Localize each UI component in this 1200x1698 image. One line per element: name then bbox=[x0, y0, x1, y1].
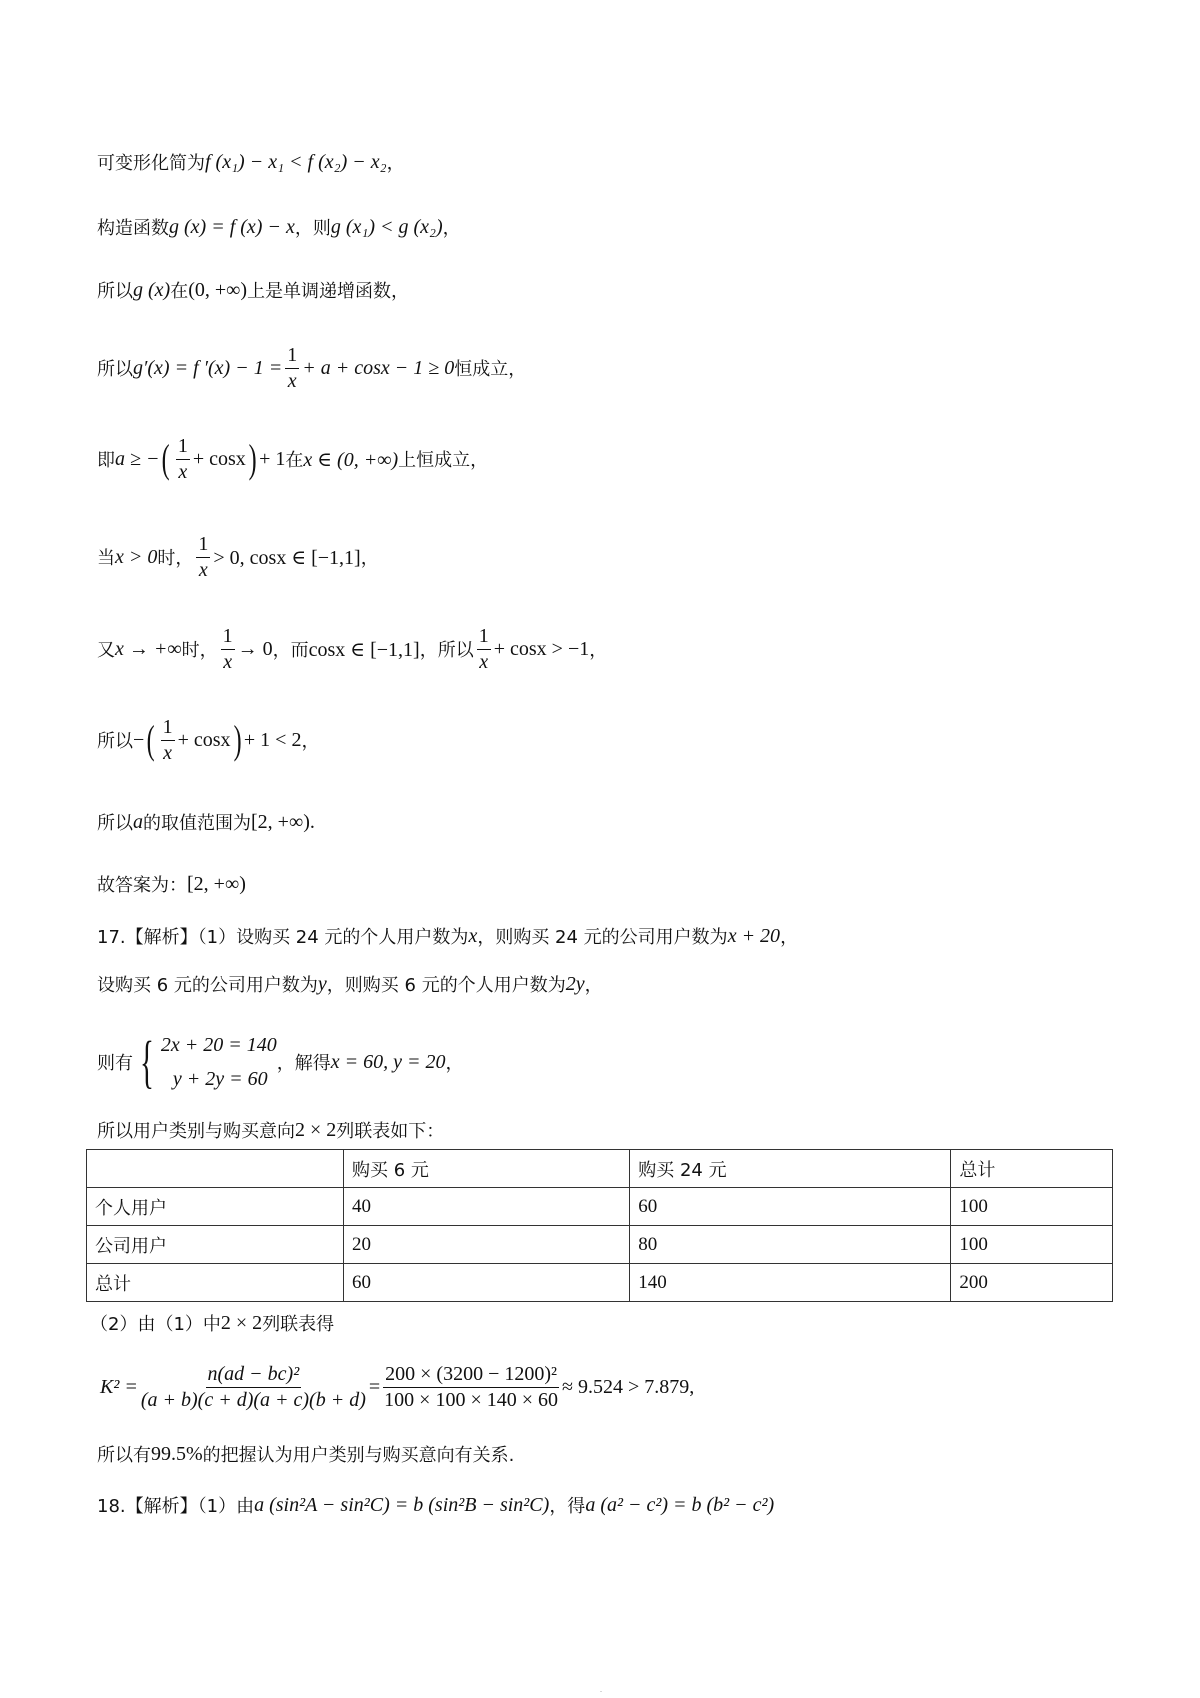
table-cell: 总计 bbox=[951, 1150, 1113, 1188]
fraction bbox=[196, 532, 210, 583]
math: f (x₁) − x₁ < f (x₂) − x₂ bbox=[205, 150, 387, 173]
denominator: x bbox=[178, 460, 188, 483]
math: x ∈ (0, +∞) bbox=[303, 448, 399, 471]
text: 所以 bbox=[97, 731, 133, 752]
table-cell: 200 bbox=[951, 1264, 1113, 1302]
math: x → +∞ bbox=[115, 637, 182, 660]
text: 上是单调递增函数， bbox=[247, 281, 410, 302]
equation-system bbox=[161, 1028, 277, 1096]
math: a (sin²A − sin²C) = b (sin²B − sin²C) bbox=[254, 1493, 550, 1516]
text: . bbox=[309, 810, 315, 833]
text: 所以有 bbox=[97, 1445, 151, 1466]
math: x > 0 bbox=[115, 545, 158, 568]
table-row bbox=[87, 1188, 1113, 1226]
math: K² = bbox=[100, 1375, 138, 1398]
text: ，则购买 6 元的个人用户数为 bbox=[326, 975, 566, 996]
text: 当 bbox=[97, 548, 115, 569]
equation: y + 2y = 60 bbox=[172, 1068, 268, 1090]
math: g (x₁) < g (x₂) bbox=[330, 215, 443, 238]
text: ， bbox=[360, 548, 379, 569]
text: 则有 bbox=[97, 1053, 133, 1074]
fraction bbox=[176, 434, 190, 485]
numerator: 1 bbox=[161, 715, 175, 741]
math: > 0, cosx ∈ [−1,1] bbox=[213, 546, 361, 569]
text: ，得 bbox=[549, 1496, 586, 1517]
text: ， bbox=[301, 731, 320, 752]
math: → 0 bbox=[237, 637, 273, 660]
line-8 bbox=[97, 710, 319, 770]
table-cell: 100 bbox=[951, 1188, 1113, 1226]
fraction bbox=[161, 715, 175, 766]
denominator: x bbox=[479, 650, 489, 673]
line-6 bbox=[97, 527, 379, 587]
table-cell: 60 bbox=[630, 1188, 951, 1226]
math: + cosx bbox=[192, 447, 246, 470]
math: a (a² − c²) = b (b² − c²) bbox=[585, 1493, 775, 1516]
math: − bbox=[133, 728, 145, 751]
math: g (x) bbox=[133, 278, 171, 301]
line-15 bbox=[90, 1293, 334, 1353]
math: = bbox=[368, 1375, 381, 1398]
line-18 bbox=[97, 1475, 774, 1535]
denominator: x bbox=[223, 650, 233, 673]
text: 所以用户类别与购买意向 bbox=[97, 1121, 295, 1142]
text: 即 bbox=[97, 450, 115, 471]
page-marker: . bbox=[600, 1685, 602, 1694]
text: 时， bbox=[181, 640, 218, 661]
text: 的把握认为用户类别与购买意向有关系. bbox=[202, 1445, 515, 1466]
text: 17.【解析】（1）设购买 24 元的个人用户数为 bbox=[97, 927, 469, 948]
text: ， bbox=[584, 975, 603, 996]
text: 设购买 6 元的公司用户数为 bbox=[97, 975, 318, 996]
table-cell: 个人用户 bbox=[87, 1188, 344, 1226]
fraction bbox=[221, 624, 235, 675]
line-1 bbox=[97, 132, 405, 192]
text: 构造函数 bbox=[97, 218, 169, 239]
text: ， bbox=[442, 218, 461, 239]
paren: ( bbox=[146, 717, 155, 762]
fraction bbox=[141, 1362, 366, 1413]
line-4 bbox=[97, 338, 526, 398]
table-cell: 购买 6 元 bbox=[344, 1150, 630, 1188]
math: 2y bbox=[565, 972, 585, 995]
table-cell: 140 bbox=[630, 1264, 951, 1302]
table-cell: 100 bbox=[951, 1226, 1113, 1264]
table-cell bbox=[87, 1150, 344, 1188]
math: ≈ 9.524 > 7.879, bbox=[562, 1375, 695, 1398]
fraction bbox=[285, 343, 299, 394]
text: 上恒成立， bbox=[398, 450, 489, 471]
denominator: x bbox=[198, 558, 208, 581]
line-7 bbox=[97, 619, 607, 679]
math: a bbox=[133, 810, 143, 833]
paren: ) bbox=[248, 436, 257, 481]
table-cell: 公司用户 bbox=[87, 1226, 344, 1264]
text: ，解得 bbox=[276, 1053, 331, 1074]
denominator: (a + b)(c + d)(a + c)(b + d) bbox=[140, 1388, 366, 1411]
line-16 bbox=[100, 1357, 694, 1417]
numerator: n(ad − bc)² bbox=[206, 1362, 302, 1388]
text: 恒成立， bbox=[454, 359, 527, 380]
math: [2, +∞) bbox=[187, 872, 246, 895]
text: ， bbox=[386, 153, 405, 174]
text: （2）由（1）中 bbox=[90, 1314, 221, 1335]
text: 在 bbox=[285, 450, 304, 471]
text: 在 bbox=[170, 281, 189, 302]
text: ， bbox=[780, 927, 799, 948]
table-cell: 60 bbox=[344, 1264, 630, 1302]
denominator: x bbox=[287, 369, 297, 392]
numerator: 1 bbox=[477, 624, 491, 650]
numerator: 200 × (3200 − 1200)² bbox=[383, 1362, 559, 1388]
math: + cosx bbox=[177, 728, 231, 751]
text: ，则 bbox=[294, 218, 331, 239]
numerator: 1 bbox=[176, 434, 190, 460]
line-13 bbox=[97, 1029, 464, 1094]
math: 99.5% bbox=[151, 1442, 203, 1465]
numerator: 1 bbox=[221, 624, 235, 650]
line-12 bbox=[97, 954, 603, 1014]
line-3 bbox=[97, 260, 409, 320]
text: 故答案为： bbox=[97, 875, 187, 896]
table-cell: 购买 24 元 bbox=[630, 1150, 951, 1188]
math: x = 60, y = 20 bbox=[330, 1050, 446, 1073]
numerator: 1 bbox=[285, 343, 299, 369]
math: cosx ∈ [−1,1] bbox=[308, 638, 420, 661]
line-9 bbox=[97, 792, 315, 852]
table-cell: 80 bbox=[630, 1226, 951, 1264]
table-cell: 20 bbox=[344, 1226, 630, 1264]
denominator: 100 × 100 × 140 × 60 bbox=[384, 1388, 559, 1411]
text: 又 bbox=[97, 640, 115, 661]
paren: ( bbox=[162, 436, 171, 481]
text: ，所以 bbox=[419, 640, 474, 661]
math: a ≥ − bbox=[115, 447, 160, 470]
line-5 bbox=[97, 429, 488, 489]
math: 2 × 2 bbox=[220, 1311, 263, 1334]
denominator: x bbox=[163, 741, 173, 764]
brace: { bbox=[139, 1029, 154, 1094]
math: y bbox=[317, 972, 327, 995]
fraction bbox=[383, 1362, 559, 1413]
math: g (x) = f (x) − x bbox=[169, 215, 295, 238]
table-cell: 总计 bbox=[87, 1264, 344, 1302]
text: 18.【解析】（1）由 bbox=[97, 1496, 255, 1517]
line-2 bbox=[97, 197, 461, 257]
math: x + 20 bbox=[727, 924, 781, 947]
paren: ) bbox=[233, 717, 242, 762]
table-row bbox=[87, 1226, 1113, 1264]
table-header-row bbox=[87, 1150, 1113, 1188]
line-10 bbox=[97, 854, 246, 914]
text: 时， bbox=[157, 548, 194, 569]
table-cell: 40 bbox=[344, 1188, 630, 1226]
text: 所以 bbox=[97, 359, 133, 380]
math: + 1 < 2 bbox=[243, 728, 302, 751]
text: 所以 bbox=[97, 813, 133, 834]
math: 2 × 2 bbox=[295, 1118, 337, 1141]
contingency-table bbox=[86, 1149, 1113, 1302]
text: 可变形化简为 bbox=[97, 153, 205, 174]
text: ，而 bbox=[272, 640, 309, 661]
text: 列联表得 bbox=[262, 1314, 335, 1335]
text: ， bbox=[589, 640, 608, 661]
math: (0, +∞) bbox=[188, 278, 248, 301]
math: + cosx > −1 bbox=[493, 637, 590, 660]
math: x bbox=[468, 924, 478, 947]
text: 列联表如下： bbox=[336, 1121, 445, 1142]
text: 的取值范围为 bbox=[143, 813, 251, 834]
math: + 1 bbox=[259, 447, 286, 470]
text: ， bbox=[445, 1053, 464, 1074]
math: g′(x) = f ′(x) − 1 = bbox=[133, 356, 283, 379]
equation: 2x + 20 = 140 bbox=[160, 1034, 277, 1056]
text: ，则购买 24 元的公司用户数为 bbox=[477, 927, 728, 948]
math: + a + cosx − 1 ≥ 0 bbox=[302, 356, 455, 379]
text: 所以 bbox=[97, 281, 133, 302]
numerator: 1 bbox=[196, 532, 210, 558]
math: [2, +∞) bbox=[251, 810, 310, 833]
fraction bbox=[477, 624, 491, 675]
